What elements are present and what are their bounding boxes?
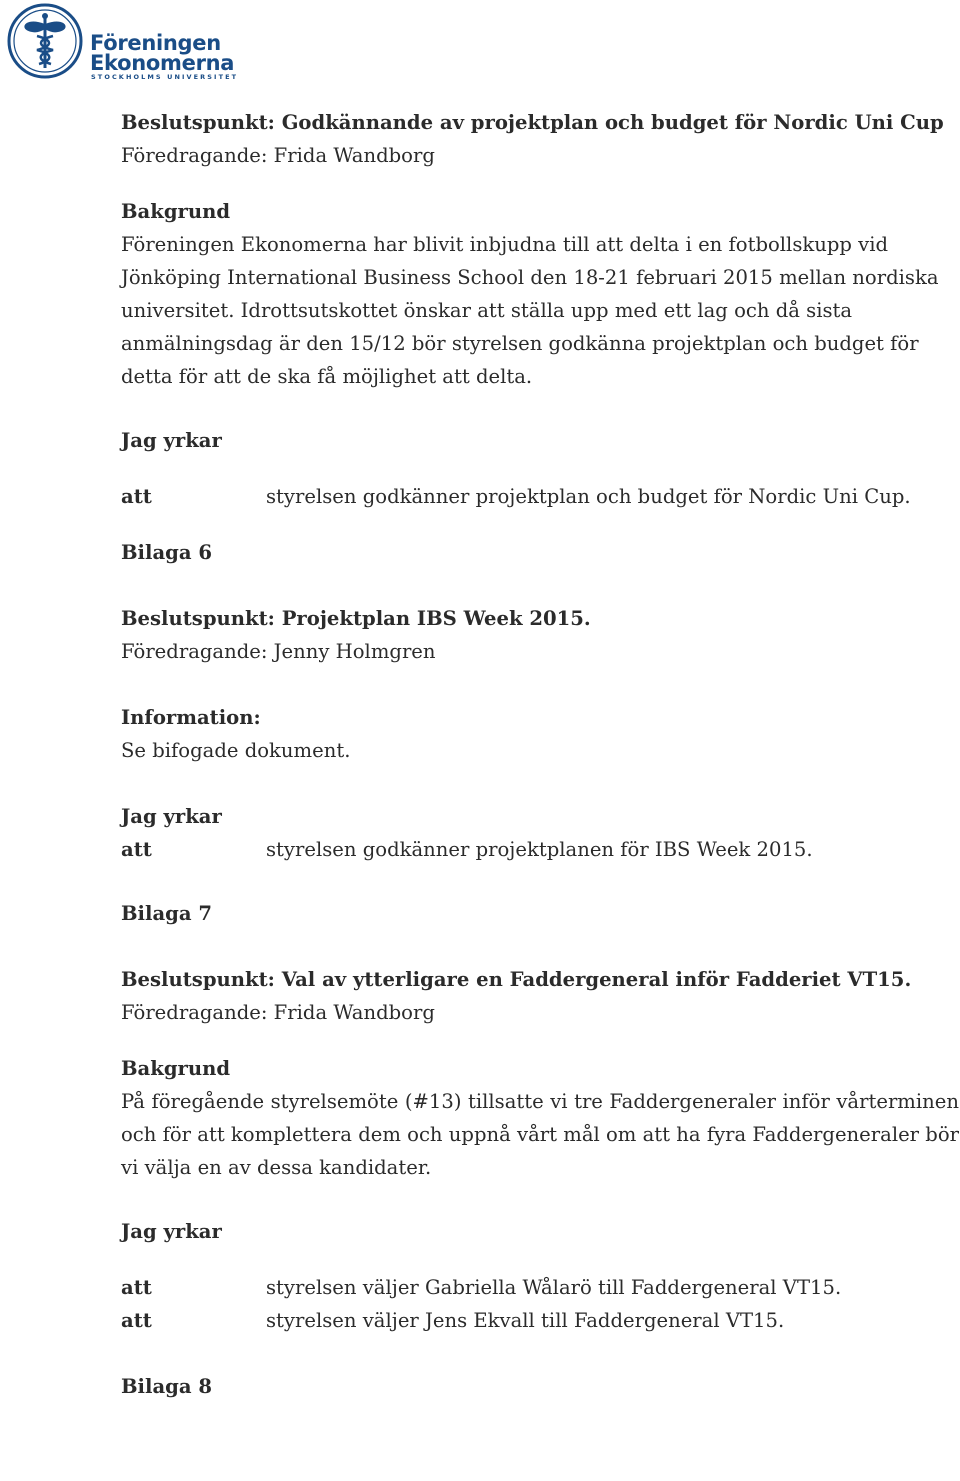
motion-heading: Jag yrkar	[121, 1220, 222, 1243]
section-title: Beslutspunkt: Projektplan IBS Week 2015.	[121, 607, 591, 630]
logo-name-line2: Ekonomerna	[90, 51, 235, 75]
motion-text: styrelsen godkänner projektplan och budget för Nordic Uni Cup.	[266, 485, 911, 508]
background-text: Föreningen Ekonomerna har blivit inbjudna till att delta i en fotbollskupp vid Jönköping International Business School den 18-21 februari 2015 mellan nordiska universitet. Idrottsutskottet önskar att ställa upp med ett lag och då sista anmälningsdag är den 15/12 bör styrelsen godkänna projektplan och budget för detta för att de ska få möjlighet att delta.	[121, 233, 939, 388]
organization-logo	[6, 2, 246, 80]
background-heading: Bakgrund	[121, 200, 231, 223]
background-heading: Bakgrund	[121, 1057, 231, 1080]
presenter: Föredragande: Frida Wandborg	[121, 144, 435, 167]
motion-key: att	[121, 838, 152, 861]
presenter: Föredragande: Jenny Holmgren	[121, 640, 436, 663]
attachment-label: Bilaga 6	[121, 541, 212, 564]
motion-item	[121, 833, 959, 866]
motion-item	[121, 1304, 959, 1337]
background-text: På föregående styrelsemöte (#13) tillsatte vi tre Faddergeneraler inför vårterminen och för att komplettera dem och uppnå vårt mål om att ha fyra Faddergeneraler bör vi välja en av dessa kandidater.	[121, 1090, 959, 1179]
motion-key: att	[121, 1276, 152, 1299]
attachment-label: Bilaga 7	[121, 902, 212, 925]
motion-item	[121, 480, 959, 513]
info-text: Se bifogade dokument.	[121, 739, 351, 762]
section-title: Beslutspunkt: Godkännande av projektplan och budget för Nordic Uni Cup	[121, 111, 944, 134]
motion-key: att	[121, 1309, 152, 1332]
motion-item	[121, 1271, 959, 1304]
caduceus-icon	[6, 2, 84, 80]
motion-text: styrelsen väljer Jens Ekvall till Faddergeneral VT15.	[266, 1309, 785, 1332]
section-title: Beslutspunkt: Val av ytterligare en Faddergeneral inför Fadderiet VT15.	[121, 968, 912, 991]
motion-text: styrelsen godkänner projektplanen för IBS Week 2015.	[266, 838, 813, 861]
presenter: Föredragande: Frida Wandborg	[121, 1001, 435, 1024]
attachment-label: Bilaga 8	[121, 1375, 212, 1398]
motion-key: att	[121, 485, 152, 508]
info-heading: Information:	[121, 706, 261, 729]
document-body	[121, 106, 959, 1403]
motion-heading: Jag yrkar	[121, 429, 222, 452]
logo-name-line1: Föreningen	[90, 31, 221, 55]
logo-university: STOCKHOLMS UNIVERSITET	[91, 73, 239, 81]
motion-text: styrelsen väljer Gabriella Wålarö till Faddergeneral VT15.	[266, 1276, 842, 1299]
motion-heading: Jag yrkar	[121, 805, 222, 828]
